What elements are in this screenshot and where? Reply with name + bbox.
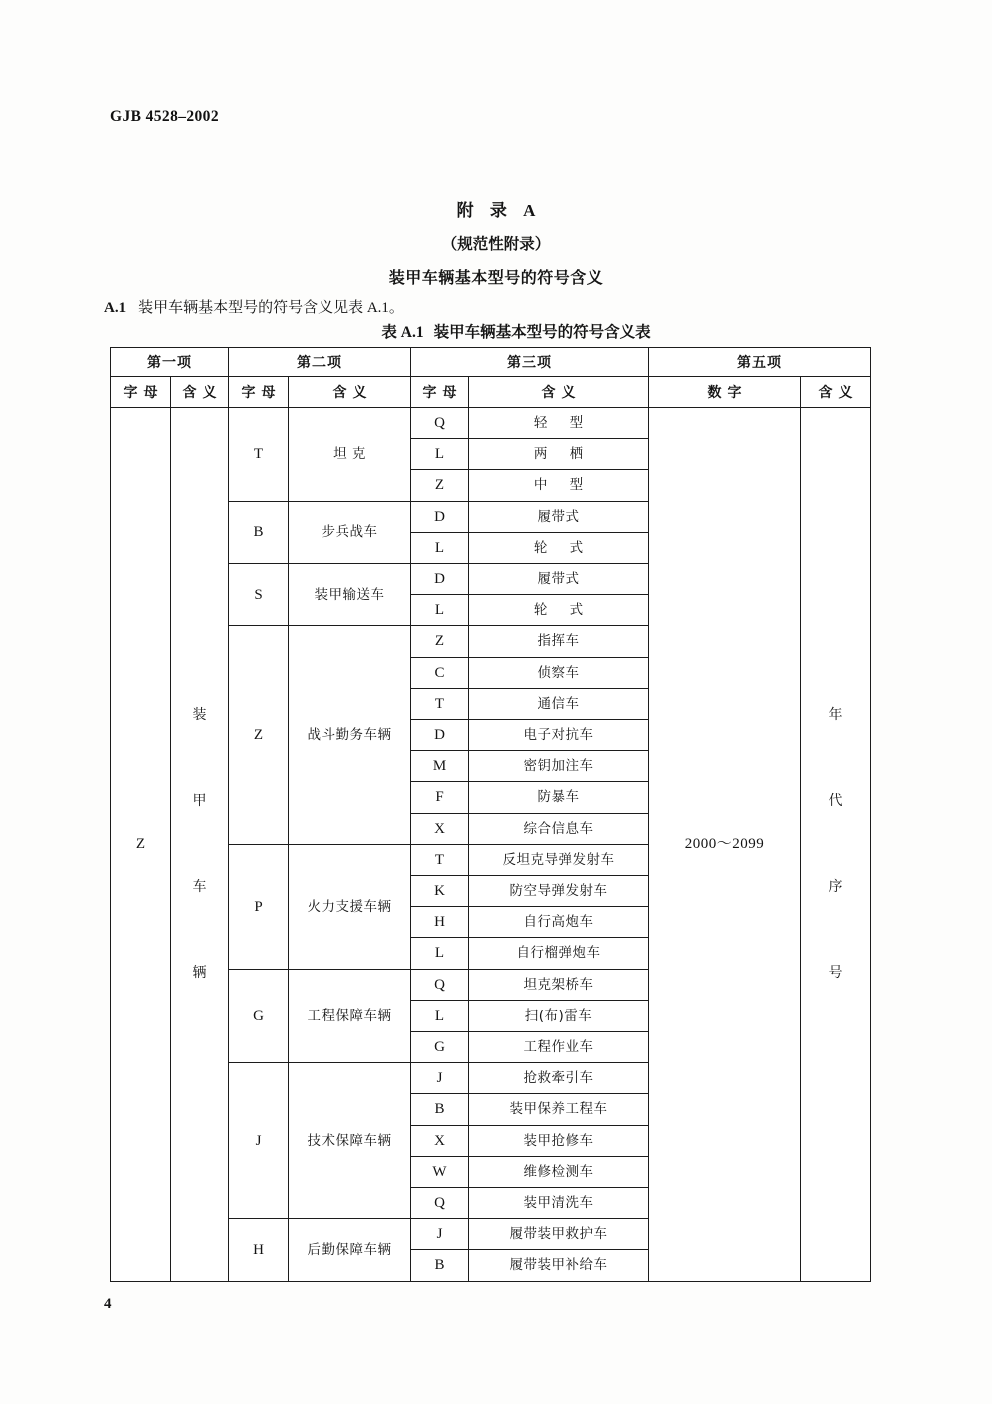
item3-meaning-cell: 反坦克导弹发射车	[469, 844, 649, 875]
item3-letter-cell: Q	[411, 1188, 469, 1219]
item2-letter-cell: B	[229, 501, 289, 563]
table-caption-id: 表 A.1	[381, 324, 424, 341]
sub-header-digits: 数字	[649, 377, 801, 408]
item3-meaning-cell: 综合信息车	[469, 813, 649, 844]
item3-letter-cell: B	[411, 1094, 469, 1125]
annex-title-block	[0, 196, 992, 288]
item2-letter-cell: P	[229, 844, 289, 969]
table-body	[111, 408, 871, 1282]
item3-letter-cell: L	[411, 595, 469, 626]
item3-letter-cell: X	[411, 1125, 469, 1156]
item2-meaning-cell: 步兵战车	[289, 501, 411, 563]
item2-meaning-cell: 坦 克	[289, 408, 411, 502]
item3-meaning-cell: 密钥加注车	[469, 751, 649, 782]
item2-meaning-cell: 工程保障车辆	[289, 969, 411, 1063]
group-header-item5: 第五项	[649, 348, 871, 377]
table-caption-text: 装甲车辆基本型号的符号含义表	[433, 323, 651, 341]
item3-meaning-cell: 履带装甲补给车	[469, 1250, 649, 1281]
item3-letter-cell: W	[411, 1156, 469, 1187]
item3-letter-cell: Z	[411, 626, 469, 657]
item1-meaning-vertical-text: 装 甲 车 辆	[192, 707, 207, 982]
table-header	[111, 348, 871, 408]
item3-meaning-cell: 维修检测车	[469, 1156, 649, 1187]
item3-meaning-cell: 轮 式	[469, 595, 649, 626]
item3-meaning-cell: 装甲抢修车	[469, 1125, 649, 1156]
page-number: 4	[104, 1296, 112, 1312]
item3-letter-cell: D	[411, 564, 469, 595]
item3-letter-cell: L	[411, 938, 469, 969]
item3-meaning-cell: 侦察车	[469, 657, 649, 688]
item2-meaning-cell: 火力支援车辆	[289, 844, 411, 969]
item3-meaning-cell: 自行榴弹炮车	[469, 938, 649, 969]
item3-meaning-cell: 履带装甲救护车	[469, 1219, 649, 1250]
item3-letter-cell: J	[411, 1063, 469, 1094]
clause-number: A.1	[104, 300, 127, 316]
sub-header-meaning-5: 含义	[801, 377, 871, 408]
item1-letter-cell: Z	[111, 408, 171, 1282]
item3-meaning-cell: 指挥车	[469, 626, 649, 657]
item3-letter-cell: C	[411, 657, 469, 688]
item3-meaning-cell: 装甲保养工程车	[469, 1094, 649, 1125]
item3-letter-cell: J	[411, 1219, 469, 1250]
annex-kind: （规范性附录）	[441, 235, 551, 253]
item3-meaning-cell: 坦克架桥车	[469, 969, 649, 1000]
sub-header-meaning-1: 含义	[171, 377, 229, 408]
group-header-item3: 第三项	[411, 348, 649, 377]
item3-meaning-cell: 工程作业车	[469, 1032, 649, 1063]
item3-letter-cell: L	[411, 439, 469, 470]
item3-letter-cell: L	[411, 532, 469, 563]
item3-meaning-cell: 防暴车	[469, 782, 649, 813]
sub-header-meaning-2: 含义	[289, 377, 411, 408]
item3-meaning-cell: 轻 型	[469, 408, 649, 439]
item3-meaning-cell: 轮 式	[469, 532, 649, 563]
item5-meaning-cell	[801, 408, 871, 1282]
group-header-item1: 第一项	[111, 348, 229, 377]
sub-header-meaning-3: 含义	[469, 377, 649, 408]
annex-label: 附 录 A	[456, 201, 542, 220]
item3-meaning-cell: 扫(布)雷车	[469, 1000, 649, 1031]
table-group-header-row	[111, 348, 871, 377]
item3-letter-cell: L	[411, 1000, 469, 1031]
item5-meaning-vertical-text: 年 代 序 号	[828, 707, 843, 982]
item3-letter-cell: K	[411, 876, 469, 907]
item3-meaning-cell: 履带式	[469, 501, 649, 532]
item2-meaning-cell: 技术保障车辆	[289, 1063, 411, 1219]
item3-letter-cell: Z	[411, 470, 469, 501]
group-header-item2: 第二项	[229, 348, 411, 377]
item3-meaning-cell: 履带式	[469, 564, 649, 595]
item3-letter-cell: Q	[411, 408, 469, 439]
symbol-meaning-table	[110, 347, 871, 1282]
running-header	[110, 108, 219, 126]
item2-meaning-cell: 装甲输送车	[289, 564, 411, 626]
clause-text: 装甲车辆基本型号的符号含义见表 A.1。	[138, 300, 404, 316]
item3-letter-cell: F	[411, 782, 469, 813]
symbol-meaning-table-wrapper	[110, 347, 870, 1282]
standard-number: GJB 4528–2002	[110, 108, 219, 125]
item2-meaning-cell: 后勤保障车辆	[289, 1219, 411, 1281]
item2-letter-cell: J	[229, 1063, 289, 1219]
table-sub-header-row	[111, 377, 871, 408]
item3-letter-cell: T	[411, 688, 469, 719]
table-row	[111, 408, 871, 439]
sub-header-letter-3: 字母	[411, 377, 469, 408]
annex-title: 装甲车辆基本型号的符号含义	[388, 268, 604, 287]
item3-letter-cell: D	[411, 720, 469, 751]
clause-paragraph	[104, 296, 404, 317]
item3-letter-cell: Q	[411, 969, 469, 1000]
table-caption	[0, 320, 992, 342]
sub-header-letter-2: 字母	[229, 377, 289, 408]
item3-letter-cell: B	[411, 1250, 469, 1281]
item3-meaning-cell: 防空导弹发射车	[469, 876, 649, 907]
item2-letter-cell: T	[229, 408, 289, 502]
item3-meaning-cell: 自行高炮车	[469, 907, 649, 938]
item2-letter-cell: H	[229, 1219, 289, 1281]
item3-meaning-cell: 装甲清洗车	[469, 1188, 649, 1219]
item3-meaning-cell: 抢救牽引车	[469, 1063, 649, 1094]
item3-letter-cell: D	[411, 501, 469, 532]
item2-letter-cell: S	[229, 564, 289, 626]
item3-meaning-cell: 中 型	[469, 470, 649, 501]
item3-letter-cell: X	[411, 813, 469, 844]
item3-letter-cell: G	[411, 1032, 469, 1063]
item1-meaning-cell	[171, 408, 229, 1282]
item3-letter-cell: H	[411, 907, 469, 938]
item2-letter-cell: G	[229, 969, 289, 1063]
item3-letter-cell: M	[411, 751, 469, 782]
item2-letter-cell: Z	[229, 626, 289, 844]
item3-meaning-cell: 通信车	[469, 688, 649, 719]
item3-meaning-cell: 两 栖	[469, 439, 649, 470]
item5-digits-cell: 2000～2099	[649, 408, 801, 1282]
item2-meaning-cell: 战斗勤务车辆	[289, 626, 411, 844]
sub-header-letter-1: 字母	[111, 377, 171, 408]
item3-meaning-cell: 电子对抗车	[469, 720, 649, 751]
item3-letter-cell: T	[411, 844, 469, 875]
